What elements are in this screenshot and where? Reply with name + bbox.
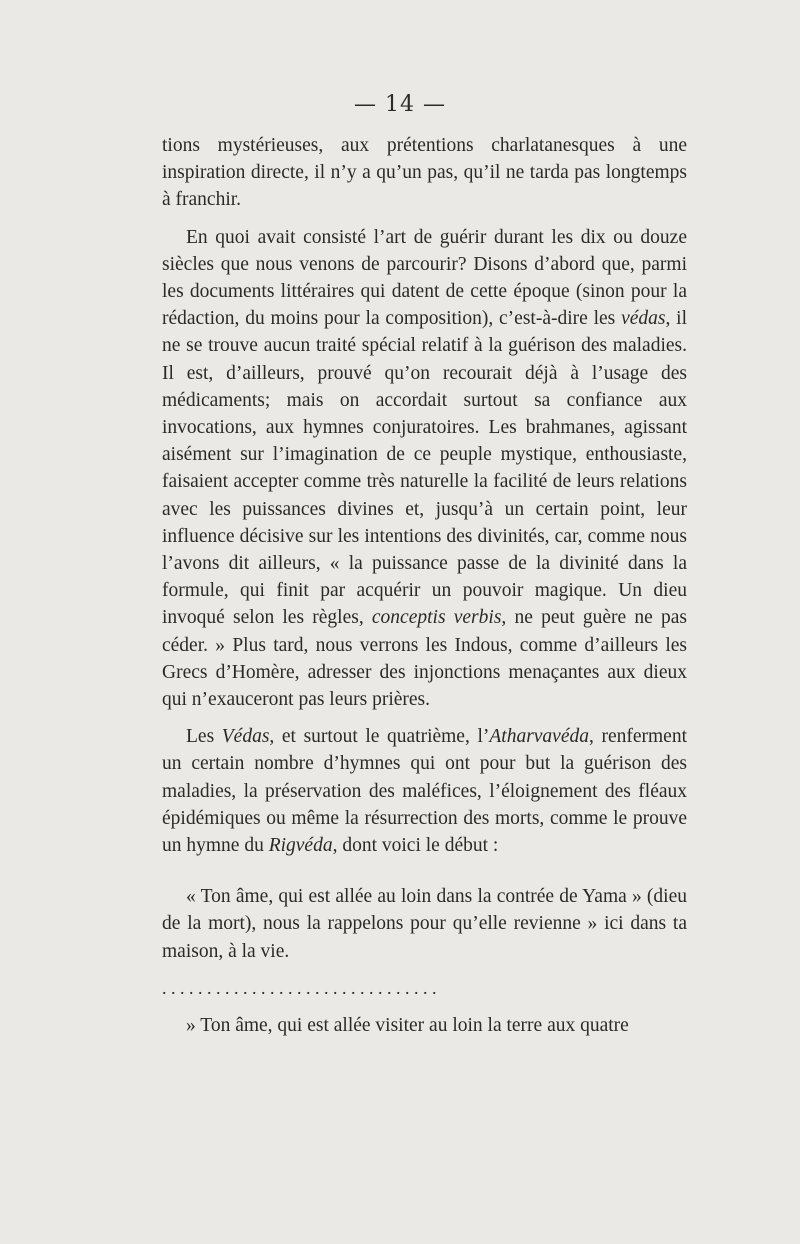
paragraph-2-part-c: , ne peut guère ne pas céder. » Plus tard, nous verrons les Indous, comme d’ailleurs les Grecs d’Homère, adresser des injonctions menaçantes aux dieux qui n’exauceront pas leurs prières. <box>162 607 687 711</box>
page-number: — 14 — <box>354 92 446 117</box>
quotation-1: « Ton âme, qui est allée au loin dans la contrée de Yama » (dieu de la mort), nous la rappelons pour qu’elle revienne » ici dans ta maison, à la vie. <box>162 886 687 962</box>
body-text <box>162 132 687 1039</box>
paragraph-3-part-a: Les <box>186 726 222 748</box>
paragraph-2-part-b: , il ne se trouve aucun traité spécial relatif à la guérison des maladies. Il est, d’ailleurs, prouvé qu’on recourait déjà à l’usage des médicaments; mais on accordait surtout sa confiance aux invocations, aux hymnes conjuratoires. Les brahmanes, agissant aisément sur l’imagination de ce peuple mystique, enthousiaste, faisaient accepter comme très naturelle la facilité de leurs relations avec les puissances divines et, jusqu’à un certain point, leur influence décisive sur les intentions des divinités, car, comme nous l’avons dit ailleurs, « la puissance passe de la divinité dans la formule, qui finit par acquérir un pouvoir magique. Un dieu invoqué selon les règles, <box>162 308 688 629</box>
paragraph-3-part-b: , et surtout le quatrième, l’ <box>269 726 490 748</box>
vedas-term: védas <box>621 308 666 330</box>
paragraph-2 <box>162 224 687 714</box>
paragraph-3-part-c: , renferment un certain nombre d’hymnes qui ont pour but la guérison des maladies, la préservation des maléfices, l’éloignement des fléaux épidémiques ou même la résurrection des morts, comme le prouve un hymne du <box>162 726 688 857</box>
paragraph-3-part-d: , dont voici le début : <box>332 835 499 857</box>
conceptis-verbis-term: conceptis verbis <box>371 607 502 629</box>
paragraph-2-part-a: En quoi avait consisté l’art de guérir durant les dix ou douze siècles que nous venons de parcourir? Disons d’abord que, parmi les documents littéraires qui datent de cette époque (sinon pour la rédaction, du moins pour la composition), c’est-à-dire les <box>162 226 687 330</box>
rigveda-title: Rigvéda <box>268 835 333 857</box>
paragraph-3 <box>162 723 687 859</box>
paragraph-1: tions mystérieuses, aux prétentions charlatanesques à une inspiration directe, il n’y a qu’un pas, qu’il ne tarda pas longtemps à franchir. <box>162 135 687 211</box>
vedas-title: Védas <box>221 726 270 748</box>
atharvaveda-title: Atharvavéda <box>489 726 589 748</box>
ellipsis-dots: . . . . . . . . . . . . . . . . . . . . . . . . . . . . . . . <box>162 977 437 998</box>
quotation-2: » Ton âme, qui est allée visiter au loin la terre aux quatre <box>186 1014 629 1036</box>
